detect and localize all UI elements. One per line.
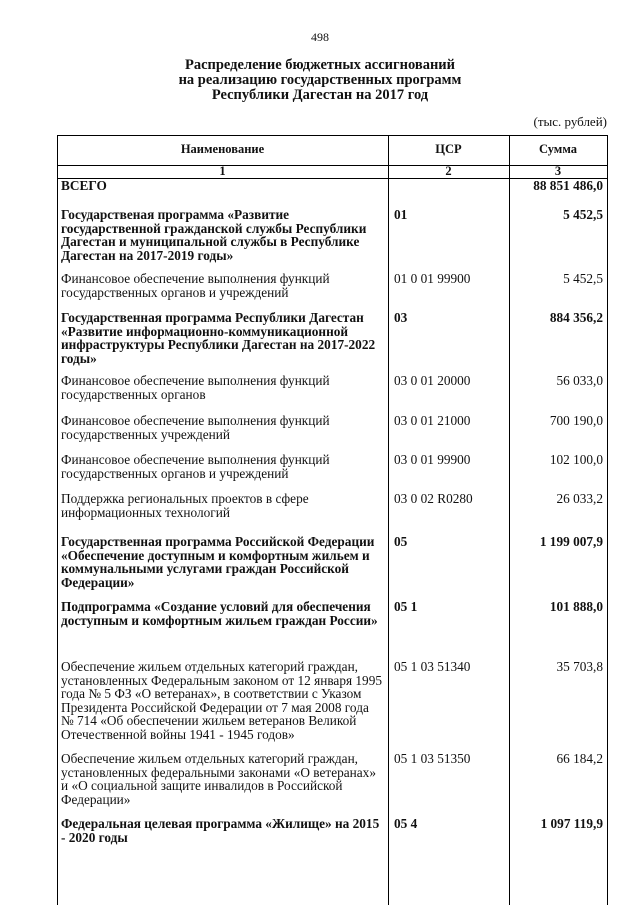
row-code: 05 1 03 51350	[394, 751, 471, 766]
row-sum: 102 100,0	[549, 452, 603, 467]
row-name: Обеспечение жильем отдельных категорий граждан, установленных федеральными законами «О ветеранах» и «О социальной защите инвалидов в Российской Федерации»	[61, 751, 376, 807]
row-sum: 1 199 007,9	[539, 534, 603, 549]
row-sum: 56 033,0	[556, 373, 603, 388]
row-sum: 26 033,2	[556, 491, 603, 506]
row-code: 03 0 01 20000	[394, 373, 471, 388]
row-sum: 5 452,5	[563, 207, 603, 222]
row-sum: 884 356,2	[549, 310, 603, 325]
row-sum: 88 851 486,0	[533, 178, 603, 193]
row-name: ВСЕГО	[61, 178, 107, 193]
row-name: Финансовое обеспечение выполнения функций государственных учреждений	[61, 413, 330, 442]
row-sum: 101 888,0	[549, 599, 603, 614]
row-name: Государственная программа Российской Федерации «Обеспечение доступным и комфортным жильем и коммунальными услугами граждан Российской Федерации»	[61, 534, 375, 590]
column-number: 3	[554, 164, 562, 178]
title-line: на реализацию государственных программ	[178, 72, 462, 88]
table-top-border	[57, 135, 608, 136]
row-name: Финансовое обеспечение выполнения функций государственных органов и учреждений	[61, 271, 330, 300]
table-left-border	[57, 135, 58, 905]
row-code: 03 0 02 R0280	[394, 491, 473, 506]
row-code: 05	[394, 534, 408, 549]
row-name: Финансовое обеспечение выполнения функций государственных органов и учреждений	[61, 452, 330, 481]
row-code: 03 0 01 21000	[394, 413, 471, 428]
column-separator-1	[388, 135, 389, 905]
row-name: Государственая программа «Развитие государственной гражданской службы Республики Дагестан и муниципальной службы в Республике Дагестан на 2017-2019 годы»	[61, 207, 367, 263]
header-sum: Сумма	[539, 142, 577, 156]
row-sum: 66 184,2	[556, 751, 603, 766]
row-code: 01 0 01 99900	[394, 271, 471, 286]
row-sum: 35 703,8	[556, 659, 603, 674]
row-sum: 700 190,0	[549, 413, 603, 428]
units-note: (тыс. рублей)	[533, 114, 607, 129]
column-number: 1	[219, 164, 226, 178]
row-name: Подпрограмма «Создание условий для обеспечения доступным и комфортным жильем граждан России»	[61, 599, 378, 628]
row-sum: 5 452,5	[563, 271, 603, 286]
title-line: Республики Дагестан на 2017 год	[211, 87, 429, 103]
row-name: Обеспечение жильем отдельных категорий граждан, установленных Федеральным законом от 12 января 1995 года № 5 ФЗ «О ветеранах», в соответствии с Указом Президента Российской Федерации от 7 мая 2008 года № 714 «Об обеспечении жильем ветеранов Великой Отечественной войны 1941 - 1945 годов»	[61, 659, 383, 742]
header-code: ЦСР	[435, 142, 462, 156]
row-sum: 1 097 119,9	[540, 816, 603, 831]
document-title	[0, 58, 640, 103]
row-name: Поддержка региональных проектов в сфере информационных технологий	[61, 491, 309, 520]
row-name: Финансовое обеспечение выполнения функций государственных органов	[61, 373, 330, 402]
row-code: 05 4	[394, 816, 418, 831]
row-code: 01	[394, 207, 408, 222]
table-right-border	[607, 135, 608, 905]
header-name: Наименование	[180, 142, 265, 156]
row-code: 05 1	[394, 599, 418, 614]
page-number: 498	[311, 30, 329, 44]
row-name: Государственная программа Республики Дагестан «Развитие информационно-коммуникационной инфраструктуры Республики Дагестан на 2017-2022 годы»	[61, 310, 376, 366]
column-separator-2	[509, 135, 510, 905]
title-line: Распределение бюджетных ассигнований	[184, 57, 456, 73]
column-number: 2	[445, 164, 452, 178]
row-code: 03	[394, 310, 408, 325]
row-code: 03 0 01 99900	[394, 452, 471, 467]
row-name: Федеральная целевая программа «Жилище» на 2015 - 2020 годы	[61, 816, 380, 845]
row-code: 05 1 03 51340	[394, 659, 471, 674]
